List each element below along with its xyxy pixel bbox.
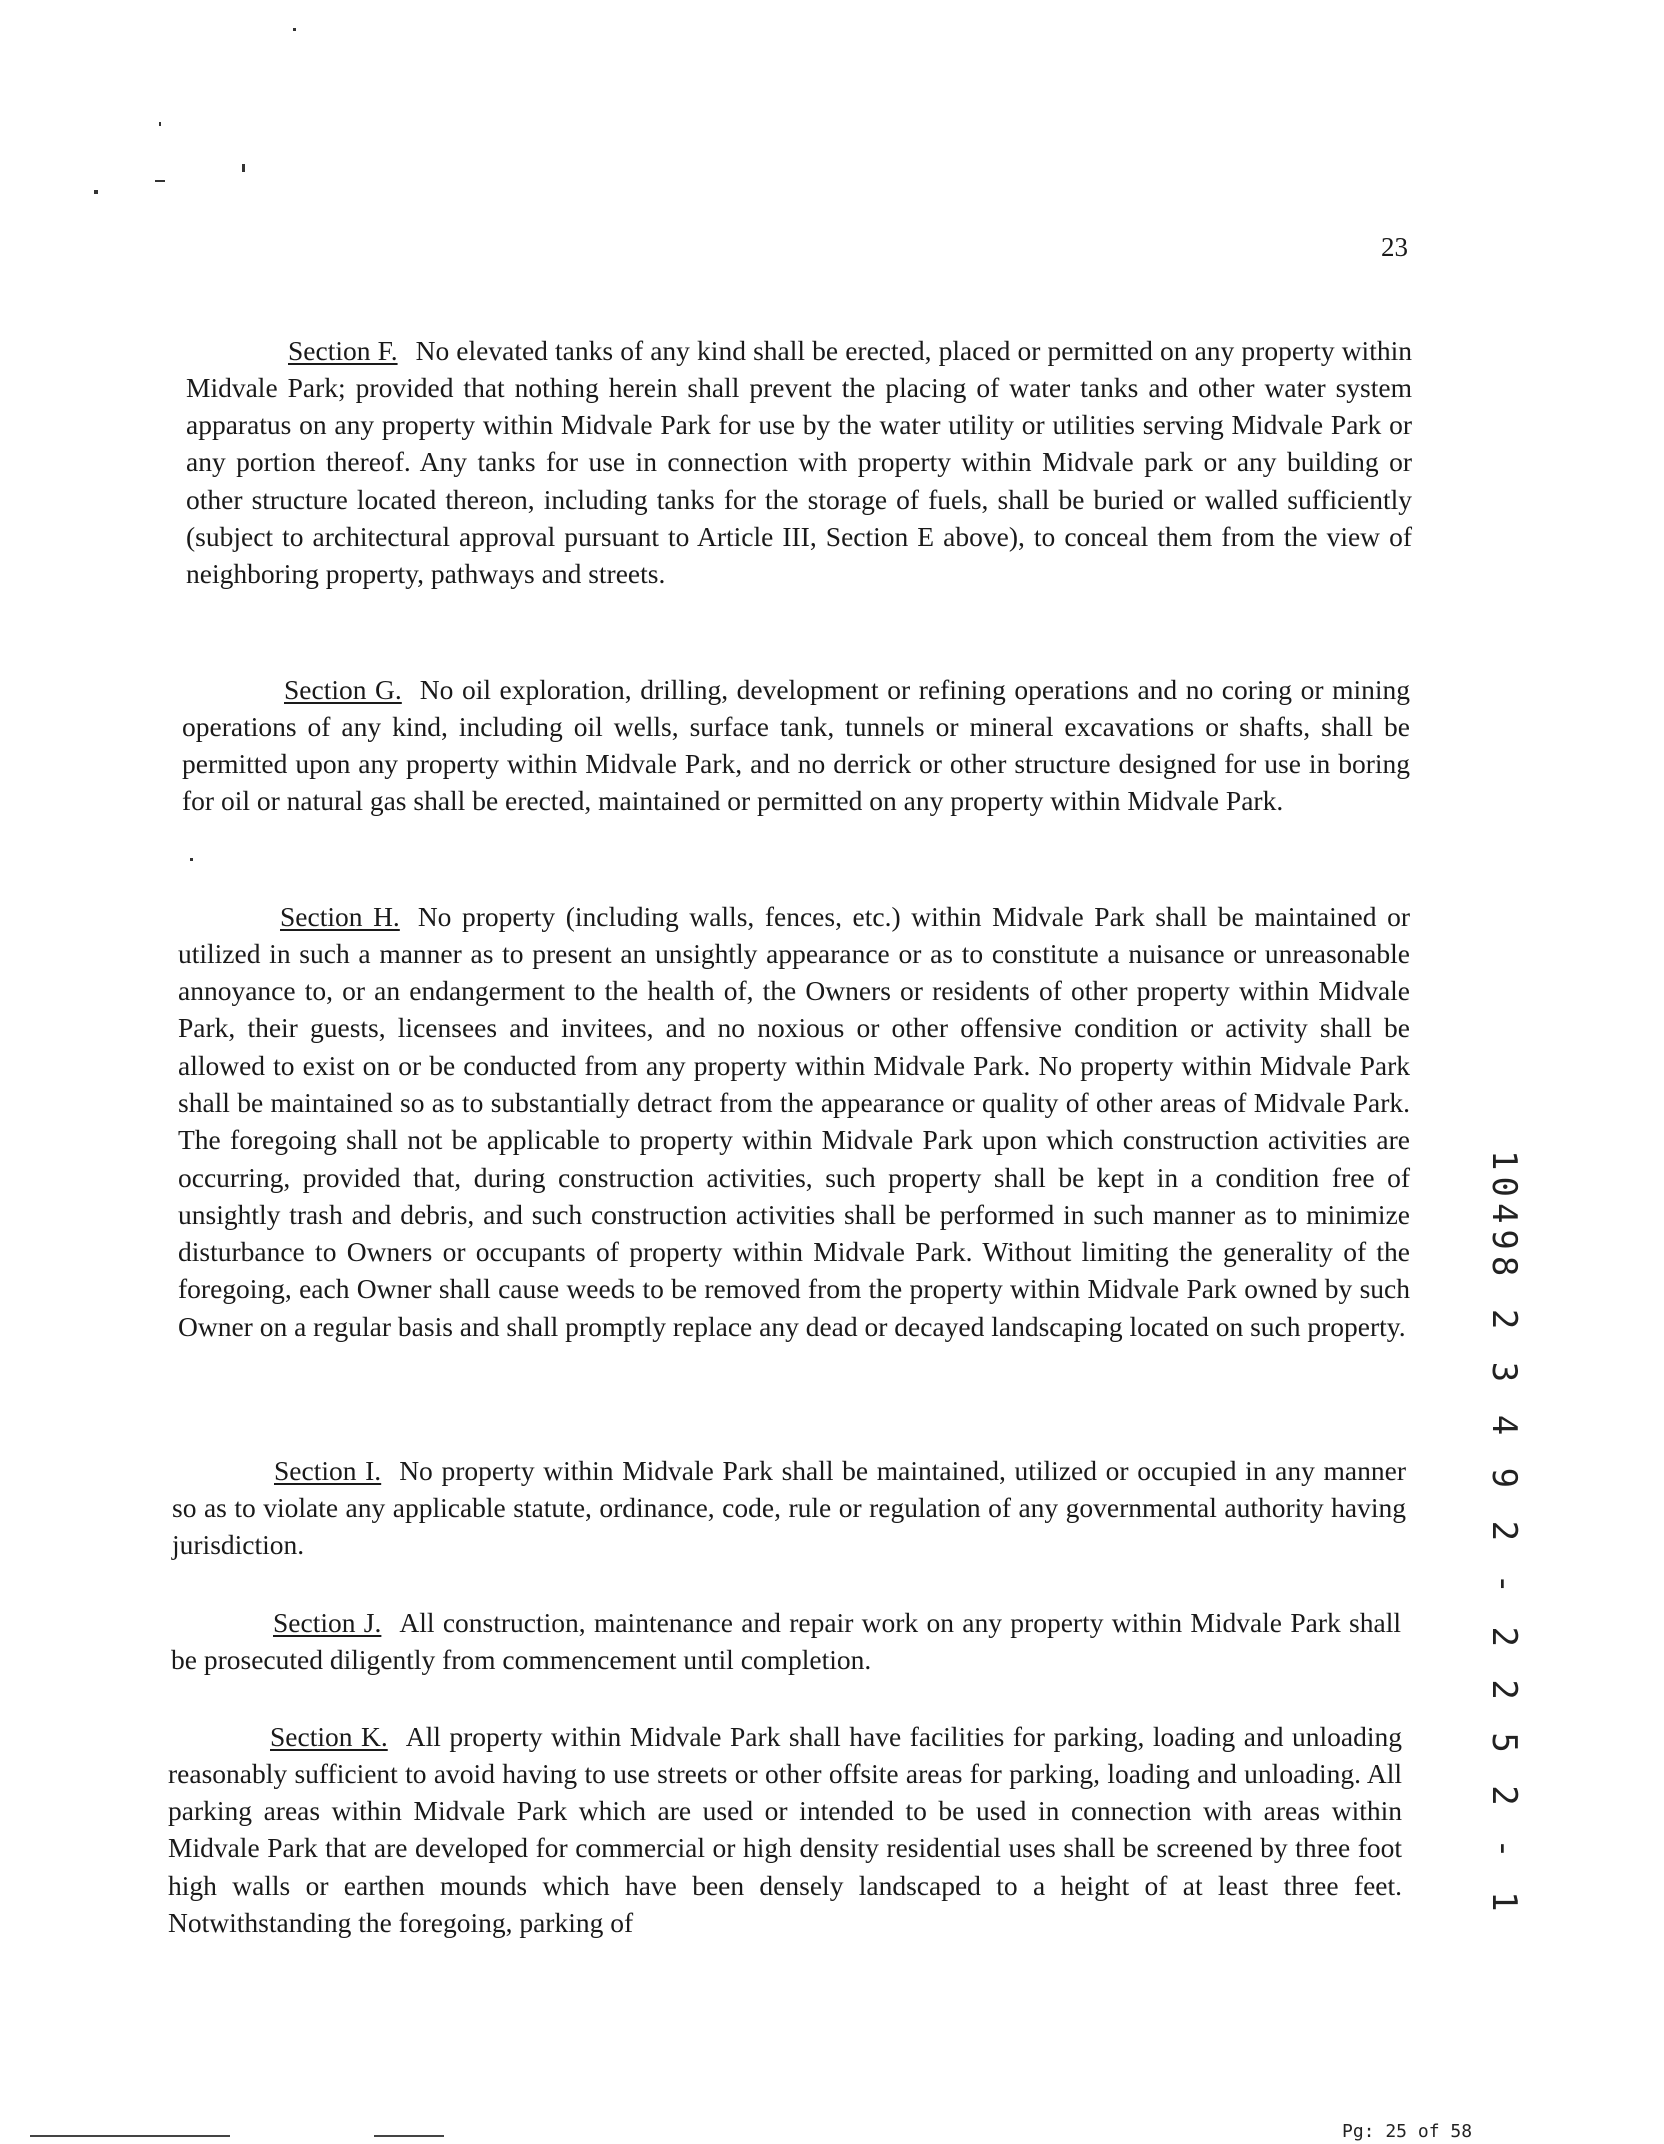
section-f-text: No elevated tanks of any kind shall be erected, placed or permitted on any property within Midvale Park; provided that nothing herein shall prevent the placing of water tanks and other water system apparatus on any property within Midvale Park for use by the water utility or utilities serving Midvale Park or any portion thereof. Any tanks for use in connection with property within Midvale park or any building or other structure located thereon, including tanks for the storage of fuels, shall be buried or walled sufficiently (subject to architectural approval pursuant to Article III, Section E above), to conceal them from the view of neighboring property, pathways and streets. bbox=[186, 334, 1412, 590]
section-k-label: Section K. bbox=[270, 1720, 388, 1752]
section-j-text: All construction, maintenance and repair work on any property within Midvale Park shall be prosecuted diligently from commencement until completion. bbox=[171, 1606, 1401, 1675]
section-g-paragraph bbox=[182, 671, 1410, 820]
scan-speck bbox=[159, 122, 161, 126]
section-h-paragraph bbox=[178, 898, 1410, 1346]
section-h-text: No property (including walls, fences, etc.) within Midvale Park shall be maintained or utilized in such a manner as to present an unsightly appearance or as to constitute a nuisance or unreasonable annoyance to, or an endangerment to the health of, the Owners or residents of other property within Midvale Park, their guests, licensees and invitees, and no noxious or other offensive condition or activity shall be allowed to exist on or be conducted from any property within Midvale Park. No property within Midvale Park shall be maintained so as to substantially detract from the appearance or quality of other areas of Midvale Park. The foregoing shall not be applicable to property within Midvale Park upon which construction activities are occurring, provided that, during construction activities, such property shall be kept in a condition free of unsightly trash and debris, and such construction activities shall be performed in such manner as to minimize disturbance to Owners or occupants of property within Midvale Park. Without limiting the generality of the foregoing, each Owner shall cause weeds to be removed from the property within Midvale Park owned by such Owner on a regular basis and shall promptly replace any dead or decayed landscaping located on such property. bbox=[178, 900, 1410, 1342]
footer-page-indicator: Pg: 25 of 58 bbox=[1342, 2121, 1473, 2142]
scan-speck bbox=[293, 28, 296, 31]
scan-speck bbox=[242, 164, 245, 172]
section-k-text: All property within Midvale Park shall have facilities for parking, loading and unloading reasonably sufficient to avoid having to use streets or other offsite areas for parking, loading and unloading. All parking areas within Midvale Park which are used or intended to be used in connection with areas within Midvale Park that are developed for commercial or high density residential uses shall be screened by three foot high walls or earthen mounds which have been densely landscaped to a height of at least three feet. Notwithstanding the foregoing, parking of bbox=[168, 1720, 1402, 1938]
recording-stamp bbox=[1480, 1150, 1540, 1918]
section-i-text: No property within Midvale Park shall be maintained, utilized or occupied in any manner so as to violate any applicable statute, ordinance, code, rule or regulation of any governmental authority having jurisdiction. bbox=[172, 1454, 1406, 1561]
section-h-label: Section H. bbox=[280, 900, 400, 932]
section-i-label: Section I. bbox=[274, 1454, 382, 1486]
scan-speck bbox=[155, 180, 165, 182]
scan-speck bbox=[94, 190, 98, 194]
section-j-label: Section J. bbox=[273, 1606, 382, 1638]
page-number: 23 bbox=[1381, 232, 1408, 262]
section-k-paragraph bbox=[168, 1718, 1402, 1942]
section-g-label: Section G. bbox=[284, 673, 402, 705]
recording-stamp-text: 10498 2 3 4 9 2 - 2 2 5 2 - 1 bbox=[1484, 1150, 1524, 1918]
section-j-paragraph bbox=[171, 1604, 1401, 1679]
scan-speck bbox=[190, 858, 193, 861]
footer-rule bbox=[374, 2135, 444, 2137]
section-f-label: Section F. bbox=[288, 334, 398, 366]
section-f-paragraph bbox=[186, 332, 1412, 593]
section-g-text: No oil exploration, drilling, development or refining operations and no coring or mining operations of any kind, including oil wells, surface tank, tunnels or mineral excavations or shafts, shall be permitted upon any property within Midvale Park, and no derrick or other structure designed for use in boring for oil or natural gas shall be erected, maintained or permitted on any property within Midvale Park. bbox=[182, 673, 1410, 817]
footer-rule bbox=[30, 2135, 230, 2137]
section-i-paragraph bbox=[172, 1452, 1406, 1564]
